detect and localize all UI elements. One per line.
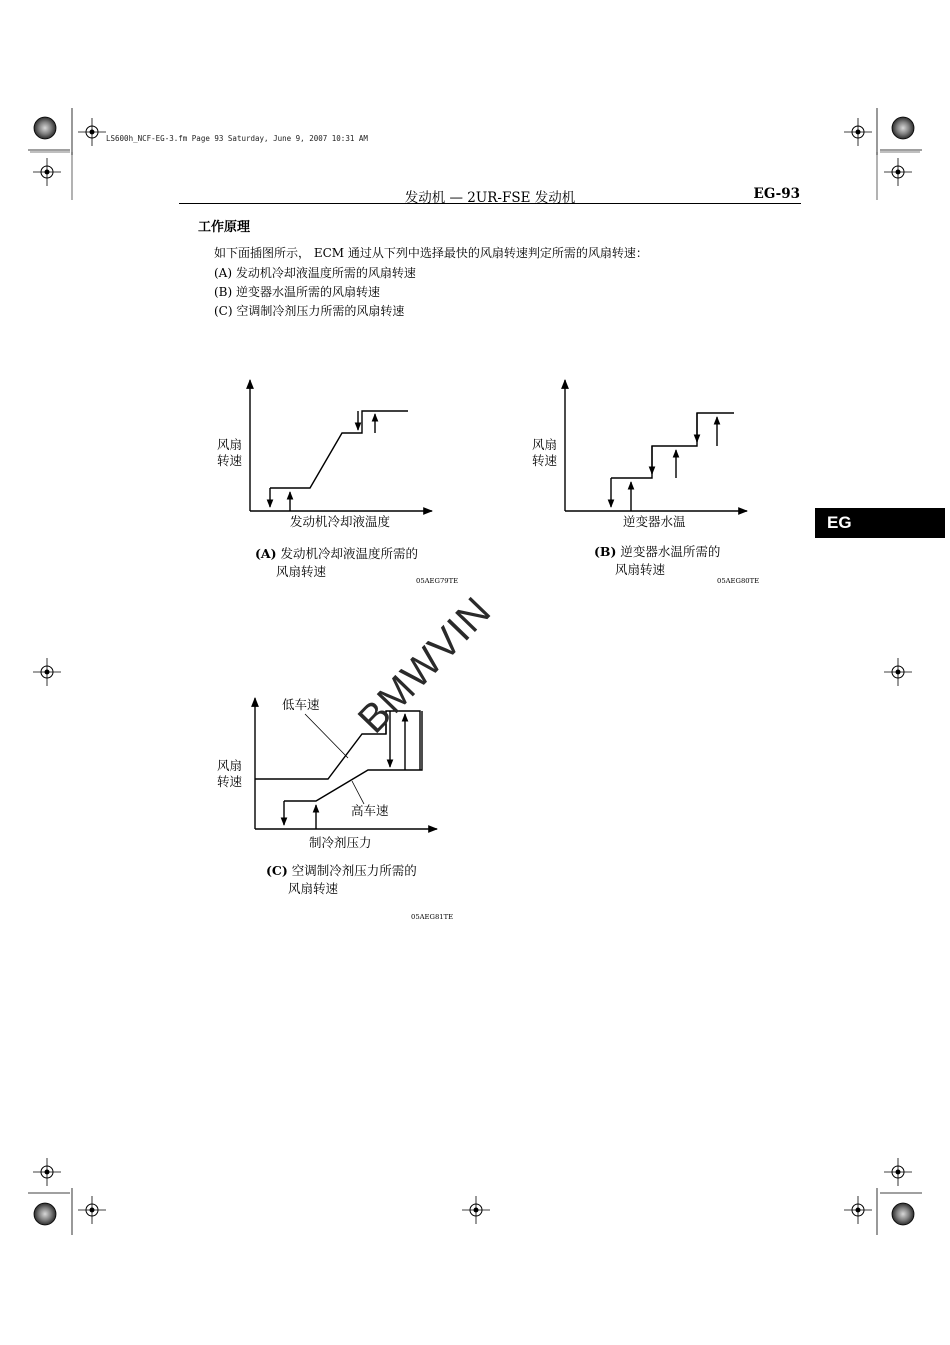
diagram-b-caption-line2: 风扇转速 [615, 562, 666, 577]
diagram-a-caption-line2: 风扇转速 [276, 564, 327, 579]
intro-item-b: (B) 逆变器水温所需的风扇转速 [214, 285, 380, 299]
diagram-b-caption [594, 543, 720, 560]
diagram-a-ylabel-line2: 转速 [217, 453, 243, 468]
diagram-b-code: 05AEG80TE [717, 577, 760, 585]
diagram-a-caption-prefix: (A) [255, 546, 277, 561]
diagram-a-caption [255, 545, 418, 562]
diagram-c-low-speed-label: 低车速 [282, 697, 320, 712]
diagram-a-code: 05AEG79TE [416, 577, 459, 585]
diagram-c-code: 05AEG81TE [411, 913, 454, 921]
diagram-b-ylabel-line2: 转速 [532, 453, 558, 468]
diagram-c-ylabel-line2: 转速 [217, 774, 243, 789]
diagram-c-caption-line1: 空调制冷剂压力所需的 [291, 863, 417, 878]
diagram-b-caption-prefix: (B) [594, 544, 617, 559]
diagram-a-caption-line1: 发动机冷却液温度所需的 [280, 546, 419, 561]
diagram-c-caption [266, 862, 417, 879]
diagram-a-xlabel: 发动机冷却液温度 [290, 514, 391, 529]
diagram-c-ylabel-line1: 风扇 [217, 758, 243, 773]
frame-file-info: LS600h_NCF-EG-3.fm Page 93 Saturday, June 9, 2007 10:31 AM [106, 134, 368, 143]
diagram-a-ylabel-line1: 风扇 [217, 437, 243, 452]
diagram-b [565, 380, 747, 511]
page-number: EG-93 [753, 186, 800, 202]
page-header-title: 发动机 — 2UR-FSE 发动机 [404, 190, 576, 206]
diagram-b-xlabel: 逆变器水温 [623, 514, 686, 529]
diagram-b-caption-line1: 逆变器水温所需的 [620, 544, 721, 559]
diagram-a [250, 380, 432, 511]
watermark: BMWVIN [349, 588, 500, 742]
intro-item-c: (C) 空调制冷剂压力所需的风扇转速 [214, 304, 405, 318]
diagram-c-caption-line2: 风扇转速 [288, 881, 339, 896]
intro-paragraph: 如下面插图所示， ECM 通过从下列中选择最快的风扇转速判定所需的风扇转速： [214, 246, 648, 260]
diagram-c [255, 698, 437, 829]
intro-item-a: (A) 发动机冷却液温度所需的风扇转速 [214, 266, 416, 280]
section-tab: EG [815, 508, 945, 538]
section-title: 工作原理 [198, 220, 251, 235]
diagram-c-high-speed-label: 高车速 [351, 803, 389, 818]
diagram-c-xlabel: 制冷剂压力 [309, 835, 372, 850]
diagram-c-caption-prefix: (C) [266, 863, 288, 878]
diagram-b-ylabel-line1: 风扇 [532, 437, 558, 452]
